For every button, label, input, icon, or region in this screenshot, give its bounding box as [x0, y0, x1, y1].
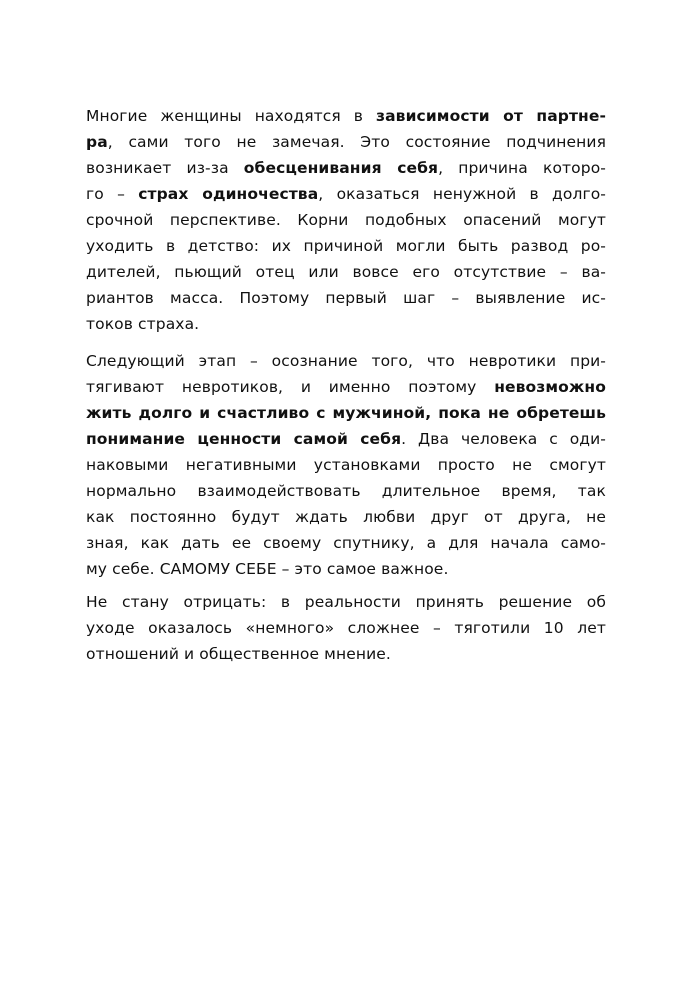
text-line: [86, 181, 606, 207]
bold-text-run: зависимости от партне-: [376, 107, 606, 125]
text-run: как постоянно будут ждать любви друг от друга, не: [86, 508, 606, 526]
text-line: [86, 400, 606, 426]
text-run: зная, как дать ее своему спутнику, а для начала само-: [86, 534, 606, 552]
text-run: уходить в детство: их причиной могли быть развод ро-: [86, 237, 606, 255]
paragraph-1: [86, 103, 606, 337]
text-run: тягивают невротиков, и именно поэтому: [86, 378, 495, 396]
text-run: токов страха.: [86, 315, 200, 333]
bold-text-run: обесценивания себя: [243, 159, 439, 177]
text-run: уходе оказалось «немного» сложнее – тяготили 10 лет: [86, 619, 606, 637]
text-line: [86, 641, 606, 667]
text-run: . Два человека с оди-: [401, 430, 606, 448]
bold-text-run: невозможно: [494, 378, 606, 396]
text-line: [86, 556, 606, 582]
text-run: Не стану отрицать: в реальности принять решение об: [86, 593, 606, 611]
text-line: [86, 478, 606, 504]
text-run: срочной перспективе. Корни подобных опасений могут: [86, 211, 606, 229]
text-run: го –: [86, 185, 139, 203]
text-run: , оказаться ненужной в долго-: [318, 185, 606, 203]
text-run: наковыми негативными установками просто не смогут: [86, 456, 606, 474]
paragraph-2: [86, 348, 606, 582]
text-run: му себе. САМОМУ СЕБЕ – это самое важное.: [86, 560, 449, 578]
text-run: , причина которо-: [438, 159, 606, 177]
text-line: [86, 348, 606, 374]
text-line: [86, 530, 606, 556]
text-run: риантов масса. Поэтому первый шаг – выявление ис-: [86, 289, 606, 307]
text-line: [86, 374, 606, 400]
text-run: , сами того не замечая. Это состояние подчинения: [107, 133, 606, 151]
text-run: возникает из-за: [86, 159, 244, 177]
text-run: Следующий этап – осознание того, что невротики при-: [86, 352, 606, 370]
text-line: [86, 504, 606, 530]
text-line: [86, 285, 606, 311]
text-run: дителей, пьющий отец или вовсе его отсутствие – ва-: [86, 263, 606, 281]
text-run: нормально взаимодействовать длительное время, так: [86, 482, 606, 500]
text-line: [86, 233, 606, 259]
text-line: [86, 103, 606, 129]
bold-text-run: понимание ценности самой себя: [86, 430, 402, 448]
text-line: [86, 615, 606, 641]
text-run: Многие женщины находятся в: [86, 107, 377, 125]
paragraph-3: [86, 589, 606, 667]
text-line: [86, 155, 606, 181]
text-line: [86, 207, 606, 233]
text-line: [86, 589, 606, 615]
text-line: [86, 426, 606, 452]
bold-text-run: ра: [86, 133, 108, 151]
bold-text-run: жить долго и счастливо с мужчиной, пока не обретешь: [86, 404, 606, 422]
text-line: [86, 311, 606, 337]
bold-text-run: страх одиночества: [138, 185, 319, 203]
text-line: [86, 452, 606, 478]
text-line: [86, 259, 606, 285]
text-run: отношений и общественное мнение.: [86, 645, 391, 663]
text-line: [86, 129, 606, 155]
